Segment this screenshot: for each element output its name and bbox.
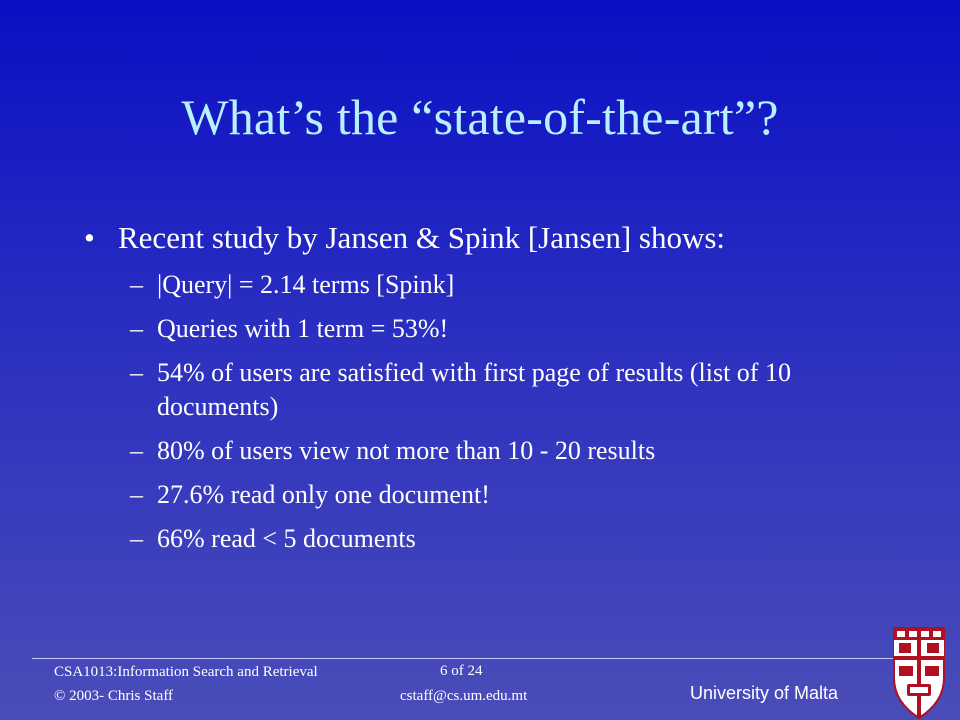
bullet-text: Recent study by Jansen & Spink [Jansen] shows: bbox=[118, 220, 726, 255]
footer-course: CSA1013:Information Search and Retrieval bbox=[54, 664, 318, 680]
slide-title: What’s the “state-of-the-art”? bbox=[181, 89, 779, 145]
footer-email: cstaff@cs.um.edu.mt bbox=[400, 688, 528, 704]
footer-university: University of Malta bbox=[690, 683, 839, 703]
dash-marker: – bbox=[130, 480, 143, 509]
sub-item bbox=[84, 312, 904, 346]
sub-item-text: Queries with 1 term = 53%! bbox=[157, 314, 449, 343]
dash-marker: – bbox=[130, 270, 143, 299]
sub-item-text: 66% read < 5 documents bbox=[157, 524, 416, 553]
footer-divider bbox=[32, 658, 894, 659]
dash-marker: – bbox=[130, 436, 143, 465]
sub-item bbox=[84, 478, 904, 512]
sub-item-text: |Query| = 2.14 terms [Spink] bbox=[157, 270, 455, 299]
university-crest-icon bbox=[893, 626, 945, 720]
bullet-list bbox=[84, 218, 904, 556]
footer-page-number: 6 of 24 bbox=[440, 663, 483, 679]
sub-item-text: 27.6% read only one document! bbox=[157, 480, 490, 509]
dash-marker: – bbox=[130, 524, 143, 553]
sub-item bbox=[84, 356, 904, 424]
bullet-item bbox=[84, 218, 904, 258]
sub-list bbox=[84, 268, 904, 556]
bullet-dot: • bbox=[84, 220, 95, 255]
sub-item-text: 54% of users are satisfied with first page of results (list of 10 documents) bbox=[157, 358, 791, 421]
dash-marker: – bbox=[130, 358, 143, 387]
sub-item bbox=[84, 522, 904, 556]
sub-item bbox=[84, 268, 904, 302]
footer-copyright: © 2003- Chris Staff bbox=[54, 688, 174, 704]
dash-marker: – bbox=[130, 314, 143, 343]
sub-item bbox=[84, 434, 904, 468]
sub-item-text: 80% of users view not more than 10 - 20 results bbox=[157, 436, 656, 465]
